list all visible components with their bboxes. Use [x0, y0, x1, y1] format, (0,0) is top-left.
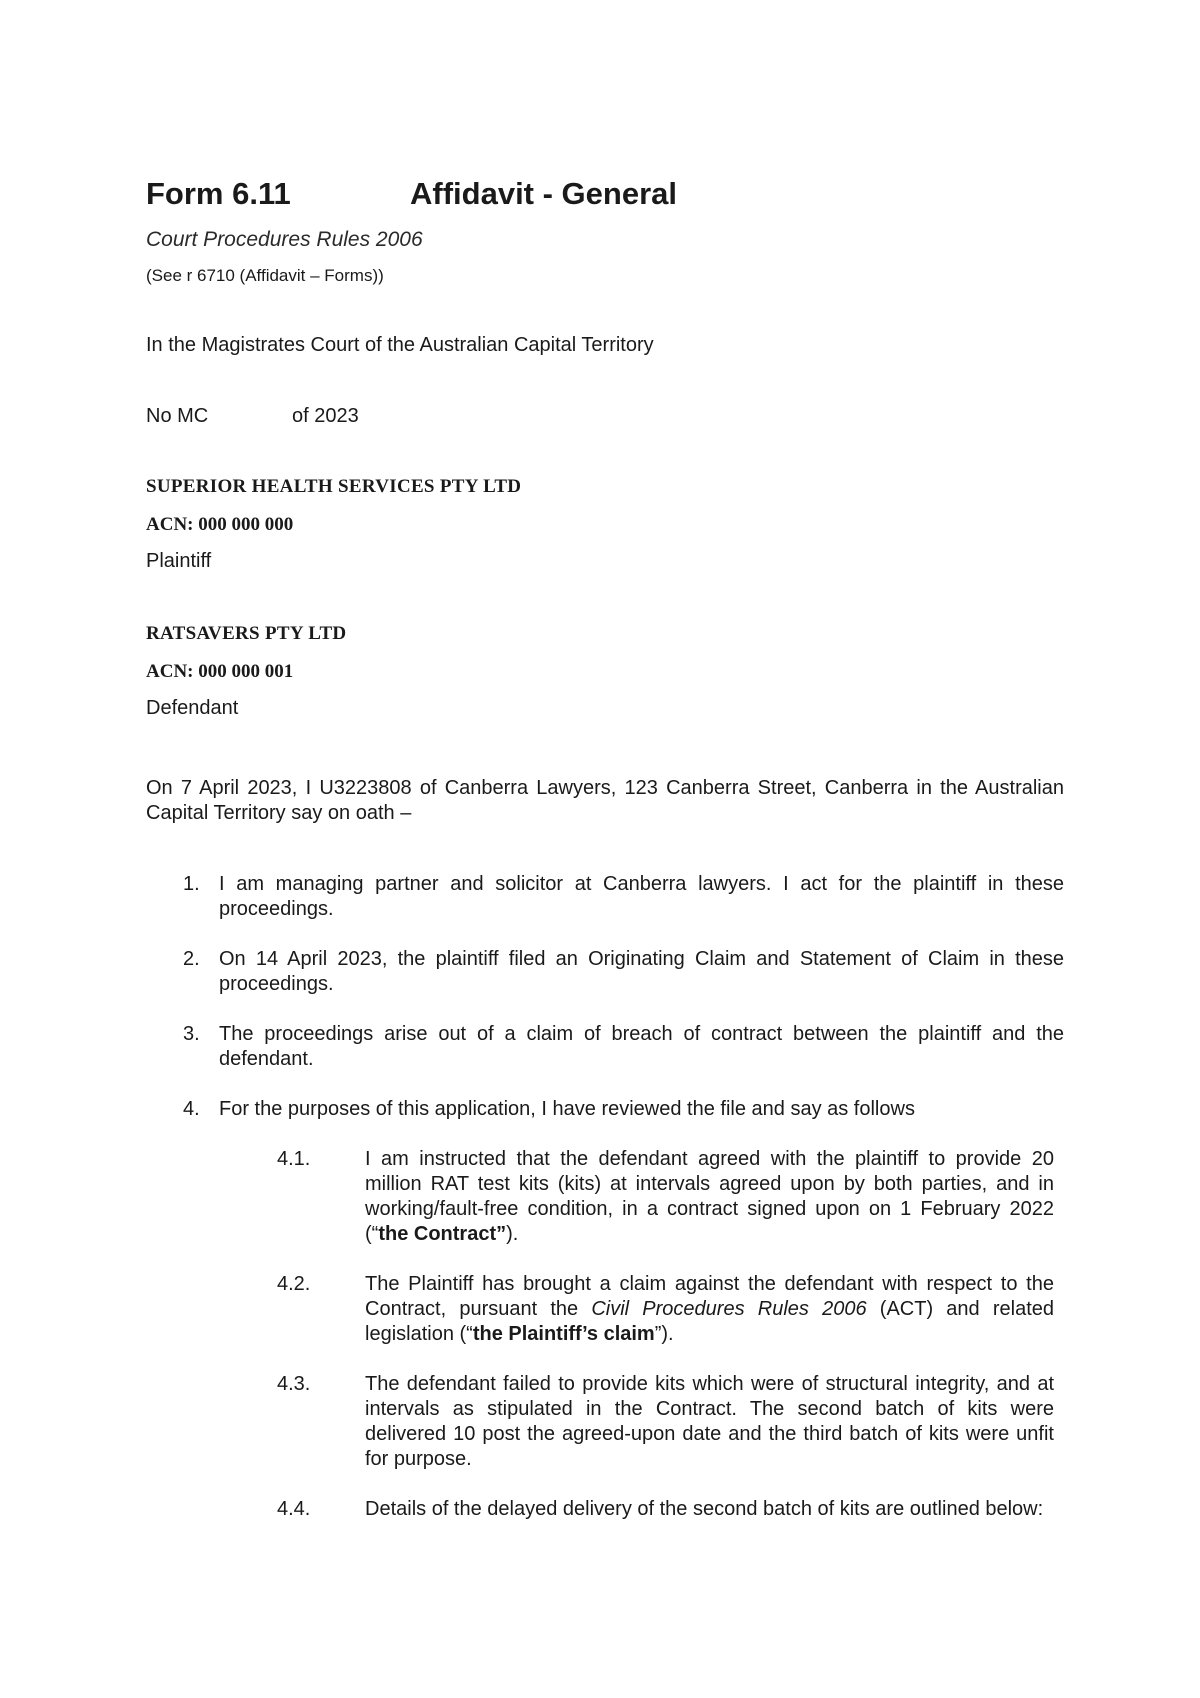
form-name: Affidavit - General	[410, 176, 677, 211]
defined-term: the Plaintiff’s claim	[472, 1323, 655, 1345]
subparagraph-text-middle: (ACT) and related legislation (“	[365, 1298, 1055, 1345]
rule-reference: (See r 6710 (Affidavit – Forms))	[146, 266, 384, 285]
legislation-title: Civil Procedures Rules 2006	[591, 1298, 867, 1320]
subparagraph-text: Details of the delayed delivery of the second batch of kits are outlined below:	[365, 1498, 1044, 1520]
subparagraph-list	[219, 1147, 1064, 1522]
paragraph-text: The proceedings arise out of a claim of breach of contract between the plaintiff and the defendant.	[219, 1023, 1064, 1070]
defined-term: the Contract”	[378, 1223, 507, 1245]
defendant-block	[146, 623, 1064, 720]
subparagraph-marker: 4.2.	[277, 1273, 311, 1295]
paragraph-marker: 2.	[183, 948, 200, 970]
filing-no: No MC	[146, 405, 209, 427]
affidavit-page	[146, 176, 1064, 1547]
paragraph-text: On 14 April 2023, the plaintiff filed an Originating Claim and Statement of Claim in these proceedings.	[219, 948, 1064, 995]
paragraph-marker: 1.	[183, 873, 200, 895]
subparagraph-item	[219, 1497, 1064, 1522]
form-title	[146, 176, 1064, 220]
plaintiff-block	[146, 476, 1064, 573]
paragraph-marker: 4.	[183, 1098, 200, 1120]
subparagraph-text-end: ”).	[654, 1323, 674, 1345]
subparagraph-marker: 4.3.	[277, 1373, 311, 1395]
defendant-role: Defendant	[146, 697, 239, 719]
subparagraph-marker: 4.4.	[277, 1498, 311, 1520]
subparagraph-text: I am instructed that the defendant agreed with the plaintiff to provide 20 million RAT test kits (kits) at intervals agreed upon by both parties, and in working/fault-free condition, in a contract signed upon on 1 February 2022 (“	[365, 1148, 1054, 1245]
filing-year: of 2023	[292, 405, 359, 427]
oath-intro: On 7 April 2023, I U3223808 of Canberra Lawyers, 123 Canberra Street, Canberra in the Australian Capital Territory say on oath –	[146, 777, 1064, 824]
subparagraph-item	[219, 1372, 1064, 1472]
numbered-paragraphs	[146, 872, 1064, 1522]
subparagraph-text: The defendant failed to provide kits which were of structural integrity, and at intervals as stipulated in the Contract. The second batch of kits were delivered 10 post the agreed-upon date and the third batch of kits were unfit for purpose.	[365, 1373, 1054, 1470]
paragraph-marker: 3.	[183, 1023, 200, 1045]
paragraph-item	[146, 872, 1064, 922]
plaintiff-name: SUPERIOR HEALTH SERVICES PTY LTD	[146, 476, 522, 497]
subparagraph-text-end: ).	[506, 1223, 519, 1245]
paragraph-item	[146, 947, 1064, 997]
subparagraph-item	[219, 1147, 1064, 1247]
paragraph-item	[146, 1022, 1064, 1072]
defendant-acn: ACN: 000 000 001	[146, 661, 294, 682]
subparagraph-item	[219, 1272, 1064, 1347]
plaintiff-role: Plaintiff	[146, 550, 212, 572]
filing-number	[146, 405, 1064, 428]
rules-subtitle: Court Procedures Rules 2006	[146, 228, 423, 251]
court-name: In the Magistrates Court of the Australian Capital Territory	[146, 334, 654, 356]
subparagraph-marker: 4.1.	[277, 1148, 311, 1170]
subparagraph-text: The Plaintiff has brought a claim against the defendant with respect to the Contract, pursuant the	[365, 1273, 1054, 1320]
defendant-name: RATSAVERS PTY LTD	[146, 623, 347, 644]
plaintiff-acn: ACN: 000 000 000	[146, 514, 294, 535]
paragraph-text: For the purposes of this application, I have reviewed the file and say as follows	[219, 1098, 915, 1120]
paragraph-text: I am managing partner and solicitor at Canberra lawyers. I act for the plaintiff in these proceedings.	[219, 873, 1064, 920]
paragraph-item	[146, 1097, 1064, 1522]
form-number: Form 6.11	[146, 176, 291, 211]
